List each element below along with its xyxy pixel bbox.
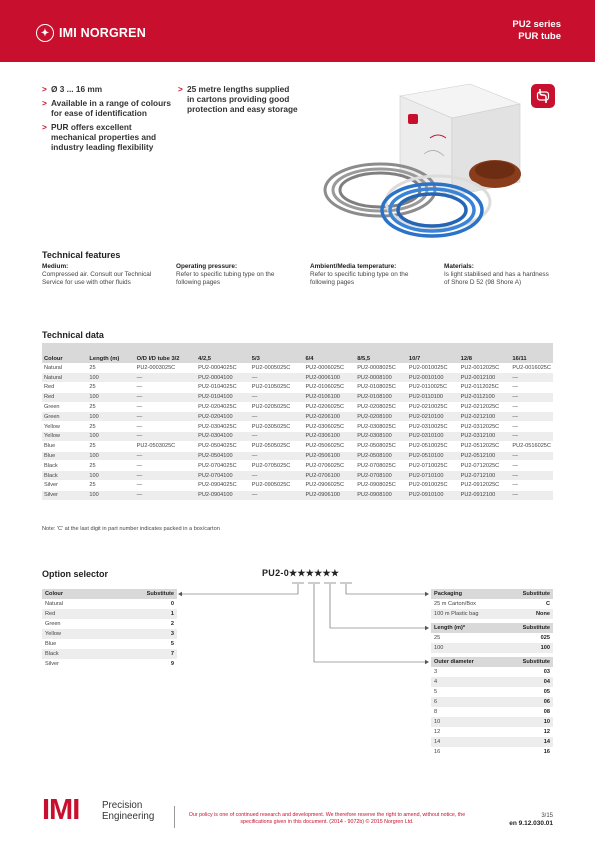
table-header-row (42, 343, 553, 363)
outer-diameter-options-table (431, 657, 553, 757)
column-header: 12/8 (459, 343, 511, 363)
table-cell: PU2-0508100 (355, 451, 407, 461)
option-substitute: 03 (543, 669, 550, 675)
table-cell: — (250, 451, 304, 461)
option-substitute: 1 (99, 609, 177, 619)
table-cell: 100 (87, 392, 134, 402)
table-cell: — (135, 373, 196, 383)
bullet-item: > Available in a range of colours for ease of identification (42, 98, 172, 118)
table-row (42, 481, 553, 491)
table-cell: PU2-0205025C (250, 402, 304, 412)
feature-materials: Materials: Is light stabilised and has a hardness of Shore D 52 (98 Shore A) (444, 263, 549, 286)
option-row (42, 609, 177, 619)
option-substitute: 5 (170, 641, 174, 647)
table-cell: PU2-0504100 (196, 451, 250, 461)
option-row (42, 629, 177, 639)
option-label: 4 (431, 677, 502, 687)
table-cell: PU2-0310025C (407, 422, 459, 432)
table-cell: PU2-0906025C (303, 481, 355, 491)
column-header: 5/3 (250, 343, 304, 363)
table-cell: PU2-0904100 (196, 490, 250, 500)
table-cell: PU2-0204025C (196, 402, 250, 412)
column-header: 6/4 (303, 343, 355, 363)
table-cell: — (250, 373, 304, 383)
table-cell: PU2-0712100 (459, 471, 511, 481)
product-label: PUR tube (518, 30, 561, 42)
option-header-label: Packaging (431, 589, 504, 599)
precision-engineering-tagline: Precision Engineering (102, 800, 155, 822)
table-cell: PU2-0704100 (196, 471, 250, 481)
page-number: 3/15 (541, 813, 553, 819)
option-header-row (42, 589, 177, 599)
option-row (431, 707, 553, 717)
table-cell: PU2-0516025C (510, 441, 553, 451)
bullet-item: > 25 metre lengths supplied in cartons providing good protection and easy storage (178, 84, 298, 114)
option-label: Green (45, 621, 61, 627)
option-substitute: 10 (502, 717, 553, 727)
table-cell: PU2-0504025C (196, 441, 250, 451)
table-cell: PU2-0206025C (303, 402, 355, 412)
table-cell: PU2-0212100 (459, 412, 511, 422)
option-label: 25 m Carton/Box (434, 601, 476, 607)
table-cell: PU2-0512100 (459, 451, 511, 461)
option-label: 100 m Plastic bag (431, 609, 504, 619)
option-selector-title: Option selector (42, 569, 109, 579)
table-row (42, 422, 553, 432)
header-title (512, 19, 561, 42)
table-cell: PU2-0110025C (407, 383, 459, 393)
table-cell: 25 (87, 363, 134, 373)
option-row (42, 639, 177, 649)
option-label: Blue (45, 641, 57, 647)
table-cell: — (135, 422, 196, 432)
column-header: O/D I/D tube 3/2 (135, 343, 196, 363)
arrow-icon: > (42, 122, 47, 132)
table-cell: — (510, 481, 553, 491)
option-substitute: 100 (495, 643, 553, 653)
table-cell: PU2-0108025C (355, 383, 407, 393)
option-substitute: 04 (502, 677, 553, 687)
option-header-row (431, 623, 553, 633)
product-image (320, 78, 525, 248)
table-cell: Silver (42, 490, 87, 500)
table-cell: PU2-0308025C (355, 422, 407, 432)
table-row (42, 471, 553, 481)
table-cell: — (510, 451, 553, 461)
option-label: 3 (434, 669, 438, 675)
table-cell: — (510, 373, 553, 383)
option-label: 14 (431, 737, 502, 747)
header-bar (0, 0, 595, 62)
option-header-row (431, 657, 553, 667)
table-row (42, 451, 553, 461)
option-substitute: 14 (502, 737, 553, 747)
table-cell: PU2-0105025C (250, 383, 304, 393)
table-cell: — (250, 412, 304, 422)
table-cell: PU2-0012100 (459, 373, 511, 383)
table-cell: PU2-0304025C (196, 422, 250, 432)
table-cell: Natural (42, 373, 87, 383)
option-label: Black (42, 649, 99, 659)
table-cell: PU2-0910100 (407, 490, 459, 500)
table-cell: PU2-0306025C (303, 422, 355, 432)
table-cell: PU2-0312100 (459, 432, 511, 442)
option-label: 5 (434, 689, 438, 695)
table-cell: PU2-0003025C (135, 363, 196, 373)
table-cell: — (135, 392, 196, 402)
brand-name: IMI NORGREN (59, 26, 146, 40)
document-number: en 9.12.030.01 (509, 820, 553, 827)
option-row (42, 659, 177, 669)
footer-divider (174, 806, 175, 828)
table-cell: Green (42, 412, 87, 422)
option-row (431, 643, 553, 653)
table-cell: PU2-0908025C (355, 481, 407, 491)
option-row (431, 599, 553, 609)
column-header: 10/7 (407, 343, 459, 363)
technical-data-title: Technical data (42, 330, 104, 340)
table-cell: PU2-0906100 (303, 490, 355, 500)
colour-options-table (42, 589, 177, 669)
table-cell: Yellow (42, 422, 87, 432)
table-row (42, 402, 553, 412)
option-label: 25 (434, 635, 441, 641)
column-header: 8/5,5 (355, 343, 407, 363)
table-row (42, 392, 553, 402)
table-cell: 25 (87, 441, 134, 451)
table-cell: PU2-0506025C (303, 441, 355, 451)
table-cell: PU2-0104025C (196, 383, 250, 393)
table-cell: Blue (42, 441, 87, 451)
option-substitute: 16 (543, 749, 550, 755)
table-cell: PU2-0016025C (510, 363, 553, 373)
norgren-logo[interactable] (36, 24, 146, 42)
table-cell: PU2-0710100 (407, 471, 459, 481)
option-substitute: 025 (540, 635, 550, 641)
option-row (431, 727, 553, 737)
option-header-substitute: Substitute (502, 657, 553, 667)
table-cell: PU2-0912025C (459, 481, 511, 491)
table-cell: — (510, 392, 553, 402)
table-cell: PU2-0210100 (407, 412, 459, 422)
table-cell: PU2-0706100 (303, 471, 355, 481)
table-cell: — (135, 383, 196, 393)
column-header: 4/2,5 (196, 343, 250, 363)
table-cell: 100 (87, 490, 134, 500)
option-header-label: Outer diameter (431, 657, 502, 667)
table-cell: PU2-0712025C (459, 461, 511, 471)
table-cell: 100 (87, 432, 134, 442)
table-cell: PU2-0204100 (196, 412, 250, 422)
option-substitute: 06 (502, 697, 553, 707)
table-cell: 100 (87, 471, 134, 481)
table-cell: — (510, 432, 553, 442)
table-cell: — (510, 402, 553, 412)
table-row (42, 432, 553, 442)
table-cell: PU2-0004025C (196, 363, 250, 373)
option-label: 100 (431, 643, 495, 653)
option-substitute: 12 (543, 729, 550, 735)
option-substitute: None (504, 609, 553, 619)
option-substitute: 2 (170, 621, 174, 627)
arrow-icon: > (178, 84, 183, 94)
table-cell: PU2-0710025C (407, 461, 459, 471)
option-substitute: 9 (170, 661, 174, 667)
column-header: Colour (42, 343, 87, 363)
table-cell: PU2-0112025C (459, 383, 511, 393)
table-cell: — (510, 383, 553, 393)
table-cell: PU2-0708025C (355, 461, 407, 471)
tubing-category-icon (531, 84, 555, 108)
packaging-options-table (431, 589, 553, 619)
table-cell: PU2-0212025C (459, 402, 511, 412)
option-row (42, 599, 177, 609)
table-cell: PU2-0908100 (355, 490, 407, 500)
option-row (42, 649, 177, 659)
bullet-item: > Ø 3 ... 16 mm (42, 84, 103, 94)
option-row (431, 747, 553, 757)
table-cell: PU2-0305025C (250, 422, 304, 432)
option-row (431, 677, 553, 687)
table-cell: PU2-0110100 (407, 392, 459, 402)
table-cell: PU2-0306100 (303, 432, 355, 442)
table-cell: 25 (87, 383, 134, 393)
table-cell: PU2-0312025C (459, 422, 511, 432)
table-cell: PU2-0510100 (407, 451, 459, 461)
table-cell: — (135, 481, 196, 491)
arrow-icon: > (42, 98, 47, 108)
page-info (509, 812, 553, 828)
series-label: PU2 series (512, 19, 561, 30)
table-cell: Blue (42, 451, 87, 461)
option-row (431, 737, 553, 747)
table-cell: PU2-0310100 (407, 432, 459, 442)
table-cell: PU2-0708100 (355, 471, 407, 481)
table-cell: 25 (87, 481, 134, 491)
table-cell: PU2-0706025C (303, 461, 355, 471)
option-substitute: 05 (543, 689, 550, 695)
table-cell: PU2-0910025C (407, 481, 459, 491)
option-row (431, 717, 553, 727)
option-label: 8 (434, 709, 438, 715)
table-cell: PU2-0905025C (250, 481, 304, 491)
option-row (431, 633, 553, 643)
table-cell: — (135, 471, 196, 481)
table-cell: Black (42, 461, 87, 471)
option-label: Red (42, 609, 99, 619)
option-label: 6 (431, 697, 502, 707)
table-note: Note: 'C' at the last digit in part number indicates packed in a box/carton (42, 526, 220, 532)
table-cell: PU2-0210025C (407, 402, 459, 412)
column-header: Length (m) (87, 343, 134, 363)
table-cell: PU2-0008100 (355, 373, 407, 383)
table-cell: Black (42, 471, 87, 481)
feature-medium: Medium: Compressed air. Consult our Technical Service for use with other fluids (42, 263, 152, 286)
table-cell: — (135, 412, 196, 422)
table-cell: Green (42, 402, 87, 412)
feature-temperature: Ambient/Media temperature: Refer to specific tubing type on the following pages (310, 263, 409, 286)
table-cell: PU2-0108100 (355, 392, 407, 402)
feature-pressure: Operating pressure: Refer to specific tubing type on the following pages (176, 263, 275, 286)
table-cell: 100 (87, 451, 134, 461)
table-cell: PU2-0112100 (459, 392, 511, 402)
option-header-label: Colour (42, 589, 99, 599)
option-header-substitute: Substitute (504, 589, 553, 599)
table-cell: PU2-0506100 (303, 451, 355, 461)
table-cell: — (135, 451, 196, 461)
table-cell: Red (42, 392, 87, 402)
table-cell: — (135, 490, 196, 500)
norgren-badge-icon: ✦ (36, 24, 54, 42)
option-row (431, 697, 553, 707)
table-cell: — (135, 432, 196, 442)
feature-bullets-left (42, 84, 172, 156)
table-cell: — (510, 412, 553, 422)
table-row (42, 461, 553, 471)
option-header-substitute: Substitute (495, 623, 553, 633)
table-cell: — (250, 432, 304, 442)
bullet-item: > PUR offers excellent mechanical properties and industry leading flexibility (42, 122, 157, 152)
table-cell: PU2-0912100 (459, 490, 511, 500)
table-cell: PU2-0104100 (196, 392, 250, 402)
option-row (431, 667, 553, 677)
option-header-substitute: Substitute (99, 589, 177, 599)
table-cell: PU2-0503025C (135, 441, 196, 451)
option-label: 12 (434, 729, 441, 735)
length-options-table (431, 623, 553, 653)
table-cell: PU2-0208025C (355, 402, 407, 412)
arrow-icon: > (42, 84, 47, 94)
table-cell: — (510, 461, 553, 471)
option-substitute: 08 (543, 709, 550, 715)
table-cell: PU2-0010100 (407, 373, 459, 383)
option-substitute: C (545, 601, 550, 607)
table-cell: PU2-0510025C (407, 441, 459, 451)
option-substitute: 3 (99, 629, 177, 639)
table-cell: Silver (42, 481, 87, 491)
table-cell: 25 (87, 402, 134, 412)
table-cell: PU2-0006100 (303, 373, 355, 383)
table-cell: PU2-0206100 (303, 412, 355, 422)
technical-features-title: Technical features (42, 250, 121, 260)
table-cell: PU2-0512025C (459, 441, 511, 451)
table-cell: PU2-0010025C (407, 363, 459, 373)
table-cell: PU2-0704025C (196, 461, 250, 471)
option-label: 16 (434, 749, 441, 755)
table-cell: PU2-0304100 (196, 432, 250, 442)
table-cell: Yellow (42, 432, 87, 442)
option-row (431, 609, 553, 619)
option-header-label: Length (m)* (431, 623, 495, 633)
table-cell: PU2-0904025C (196, 481, 250, 491)
table-cell: — (135, 402, 196, 412)
table-row (42, 412, 553, 422)
table-cell: — (135, 461, 196, 471)
table-row (42, 441, 553, 451)
table-row (42, 363, 553, 373)
table-cell: 25 (87, 461, 134, 471)
table-cell: 25 (87, 422, 134, 432)
table-cell: — (250, 490, 304, 500)
table-cell: PU2-0106100 (303, 392, 355, 402)
footer-disclaimer: Our policy is one of continued research and development. We therefore reserve the right to amend, without notice, the specifications given in this document. (2014 - 9072b) © 2015 Norgren Ltd. (188, 812, 466, 825)
table-cell: Natural (42, 363, 87, 373)
option-label: Silver (45, 661, 59, 667)
table-cell: PU2-0004100 (196, 373, 250, 383)
option-substitute: 0 (170, 601, 174, 607)
table-cell: PU2-0505025C (250, 441, 304, 451)
table-cell: PU2-0705025C (250, 461, 304, 471)
option-label: 10 (431, 717, 502, 727)
table-cell: PU2-0508025C (355, 441, 407, 451)
table-row (42, 383, 553, 393)
table-cell: — (510, 471, 553, 481)
technical-data-table (42, 343, 553, 501)
option-label: Yellow (42, 629, 99, 639)
imi-logo[interactable]: IMI (42, 794, 80, 826)
table-row (42, 373, 553, 383)
option-substitute: 7 (99, 649, 177, 659)
option-row (431, 687, 553, 697)
part-code-template: PU2-0★★★★★★ (262, 568, 340, 578)
option-label: Natural (45, 601, 64, 607)
option-row (42, 619, 177, 629)
table-cell: — (510, 490, 553, 500)
table-cell: 100 (87, 373, 134, 383)
table-cell: PU2-0208100 (355, 412, 407, 422)
table-row (42, 490, 553, 500)
table-cell: PU2-0006025C (303, 363, 355, 373)
table-cell: Red (42, 383, 87, 393)
option-header-row (431, 589, 553, 599)
column-header: 16/11 (510, 343, 553, 363)
table-cell: PU2-0012025C (459, 363, 511, 373)
feature-bullets-right (178, 84, 298, 118)
table-cell: — (510, 422, 553, 432)
table-cell: 100 (87, 412, 134, 422)
table-cell: — (250, 471, 304, 481)
table-cell: PU2-0008025C (355, 363, 407, 373)
table-cell: PU2-0005025C (250, 363, 304, 373)
table-cell: PU2-0308100 (355, 432, 407, 442)
table-cell: PU2-0106025C (303, 383, 355, 393)
table-cell: — (250, 392, 304, 402)
